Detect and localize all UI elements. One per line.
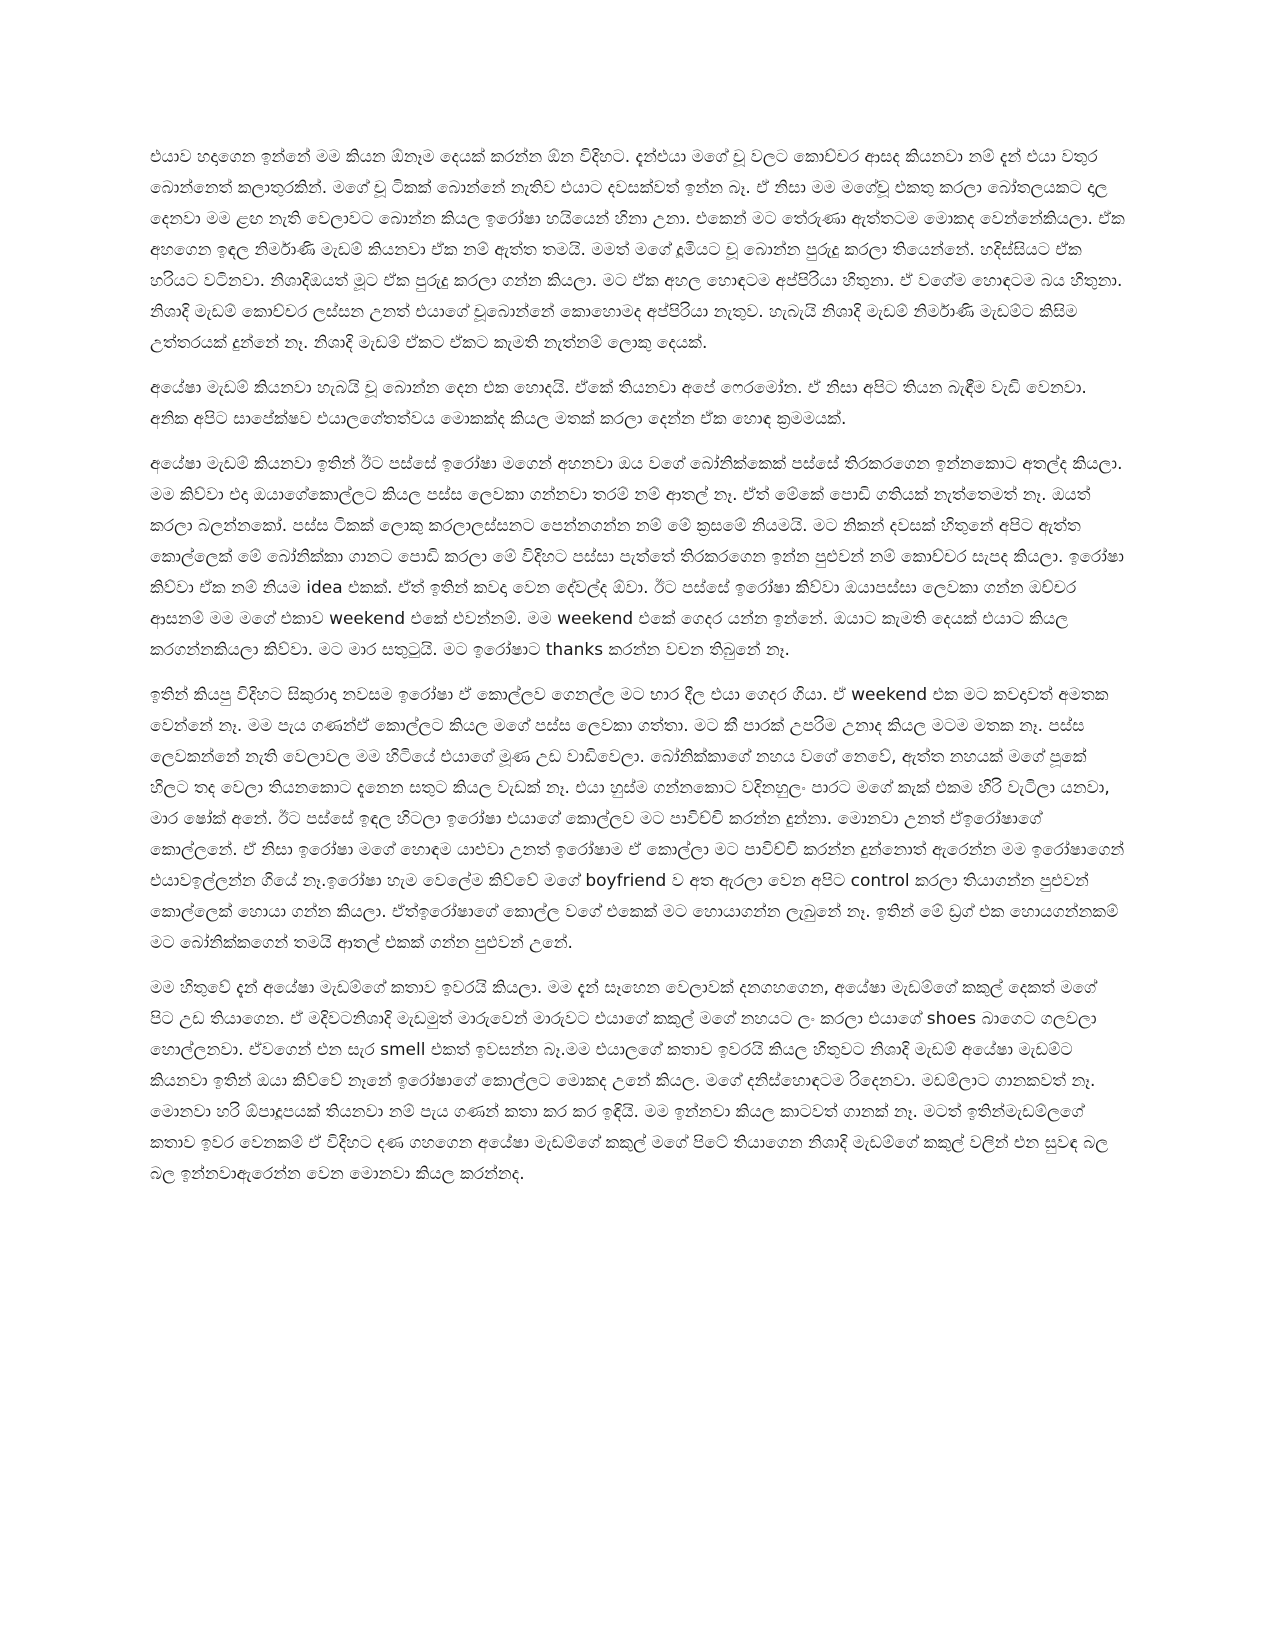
paragraph-2: අයේෂා මැඩම් කියනවා හැබයි චූ බොන්න දෙන එක හොදයි. ඒකේ තියනවා අපේ ෆෙරමෝන. ඒ නිසා අපිට තියන බැඳීම වැඩි වෙනවා. අනික අපිට සාපේක්ෂව එයාලගේතත්වය මොකක්ද කියල මතක් කරලා දෙන්න ඒක හොඳ ක්‍රමමයක්. xyxy=(150,378,1087,429)
paragraph-1: එයාව හදාගෙන ඉන්නේ මම කියන ඕනෑම දෙයක් කරන්න ඕන විදිහට. දැන්එයා මගේ චූ වලට කොච්චර ආසද කියනවා නම් දැන් එයා වතුර බොන්නෙත් කලාතුරකින්. මගේ චූ ටිකක් බොන්නේ නැතිව එයාට දවසක්වත් ඉන්න බෑ. ඒ නිසා මම මගේචූ එකතු කරලා බෝතලයකට දාල දෙනවා මම ළඟ නැති වෙලාවට බොන්න කියල ඉරෝෂා හයියෙන් හිනා උනා. එකෙන් මට තේරුණා ඇත්තටම මොකද වෙන්නේකියලා. ඒක අහගෙන ඉඳල නිර්මාණි මැඩම් කියනවා ඒක නම් ඇත්ත තමයි. මමත් මගේ දූමියට චූ බොන්න පුරුදු කරලා තියෙන්නේ. හදිස්සියට ඒක හරියට වටිනවා. නිශාදිඔයත් මූට ඒක පුරුදු කරලා ගන්න කියලා. මට ඒක අහල හොඳටම අප්පිරියා හිතුනා. ඒ වගේම හොඳටම බය හිතුනා. නිශාදි මැඩම් කොච්චර ලස්සන උනත් එයාගේ චූබොන්නේ කොහොමද අප්පිරියා නැතුව. හැබැයි නිශාදි මැඩම් නිර්මාණි මැඩම්ට කිසිම උත්තරයක් දුන්නේ නෑ. නිශාදි මැඩම් ඒකට ඒකට කැමති නැත්නම් ලොකු දෙයක්. xyxy=(150,147,1125,353)
paragraph-4: ඉතින් කියපු විදිහට සිකුරාදා නවසම ඉරෝෂා ඒ කොල්ලව ගෙනල්ල මට භාර දීල එයා ගෙදර ගියා. ඒ weekend එක මට කවදාවත් අමතක වෙන්නේ නෑ. මම පැය ගණන්ඒ කොල්ලට කියල මගේ පස්ස ලෙවකා ගත්තා. මට කී පාරක් උපරිම උනාද කියල මටම මතක නෑ. පස්ස ලෙවකන්නේ නැති වෙලාවල මම හිටියේ එයාගේ මූණ උඩ වාඩිවෙලා. බෝනික්කාගේ නහය වගේ නෙවේ, ඇත්ත නහයක් මගේ පූකේ හිලට තද වෙලා තියනකොට දැනෙන සතුට කියල වැඩක් නෑ. එයා හුස්ම ගන්නකොට වදිනහුලං පාරට මගේ කැක් එකම හිරි වැටිලා යනවා, මාර ෂෝක් අනේ. ඊට පස්සේ ඉඳල හිටලා ඉරෝෂා එයාගේ කොල්ලව මට පාවිච්චි කරන්න දුන්නා. මොනවා උනත් ඒඉරෝෂාගේ කොල්ලනේ. ඒ නිසා ඉරෝෂා මගේ හොඳම යාළුවා උනත් ඉරෝෂාම ඒ කොල්ලා මට පාවිච්චි කරන්න දුන්නොත් ඇරෙන්න මම ඉරෝෂාගෙන් එයාවඉල්ලන්න ගියේ නෑ.ඉරෝෂා හැම වෙලේම කිව්වේ මගේ boyfriend ව අත ඇරලා වෙන අපිට control කරලා තියාගන්න පුළුවන් කොල්ලෙක් හොයා ගන්න කියලා. ඒත්ඉරෝෂාගේ කොල්ල වගේ එකෙක් මට හොයාගන්න ලැබුනේ නෑ. ඉතින් මේ ඩ්‍රග් එක හොයගන්නකම් මට බෝනික්කගෙන් තමයි ආතල් එකක් ගන්න පුළුවන් උනේ. xyxy=(150,685,1125,953)
paragraph-5: මම හිතුවේ දැන් අයේෂා මැඩම්ගේ කතාව ඉවරයි කියලා. මම දැන් සෑහෙන වෙලාවක් දනගහගෙන, අයේෂා මැඩම්ගේ කකුල් දෙකත් මගේ පිට උඩ තියාගෙන. ඒ මදිවටනිශාදි මැඩමුත් මාරුවෙන් මාරුවට එයාගේ කකුල් මගේ නහයට ලං කරලා එයාගේ shoes බාගෙට ගලවලා හොල්ලනවා. ඒවගෙන් එන සැර smell එකත් ඉවසන්න බෑ.මම එයාලගේ කතාව ඉවරයි කියල හිතුවට නිශාදි මැඩම් අයේෂා මැඩම්ට කියනවා ඉතින් ඔයා කිව්වේ නෑනේ ඉරෝෂාගේ කොල්ලට මොකද උනේ කියල. මගේ දනිස්හොඳටම රිදෙනවා. මඩම්ලාට ගානකවත් නෑ. මොනවා හරි ඕපාදූපයක් තියනවා නම් පැය ගණන් කතා කර කර ඉඳියි. මම ඉන්නවා කියල කාටවත් ගානක් නෑ. මටත් ඉතින්මැඩම්ලගේ කතාව ඉවර වෙනකම් ඒ විදිහට දණ ගහගෙන අයේෂා මැඩම්ගේ කකුල් මගේ පිටේ තියාගෙන නිශාදි මැඩම්ගේ කකුල් වලින් එන සුවඳ බල බල ඉන්නවාඇරෙන්න වෙන මොනවා කියල කරන්නද. xyxy=(150,978,1109,1184)
document-body xyxy=(150,142,1125,1204)
paragraph-3: අයේෂා මැඩම් කියනවා ඉතින් ඊට පස්සේ ඉරෝෂා මගෙන් අහනවා ඔය වගේ බෝනික්කෙක් පස්සේ තිරකරගෙන ඉන්නකොට අතල්ද කියලා. මම කිව්වා එදා ඔයාගේකොල්ලට කියල පස්ස ලෙවකා ගන්නවා තරම් නම් ආතල් නෑ. ඒත් මේකේ පොඩි ගතියක් නැත්තෙමත් නෑ. ඔයත් කරලා බලන්නකෝ. පස්ස ටිකක් ලොකු කරලාලස්සනට පෙන්නගන්න නම් මේ ක්‍රසමේ නියමයි. මට නිකන් දවසක් හිතුනේ අපිට ඇත්ත කොල්ලෙක් මේ බෝනික්කා ගානට පොඩි කරලා මේ විදිහට පස්සා පැත්තේ තිරකරගෙන ඉන්න පුළුවන් නම් කොච්චර සැපද කියලා. ඉරෝෂා කිව්වා ඒක නම් නියම idea එකක්. ඒත් ඉතින් කවදා වෙන දේවල්ද ඕවා. ඊට පස්සේ ඉරෝෂා කිව්වා ඔයාපස්සා ලෙවකා ගන්න ඔච්චර ආසනම් මම මගේ එකාව weekend එකේ එවන්නම්. මම weekend එකේ ගෙදර යන්න ඉන්නේ. ඔයාට කැමති දෙයක් එයාට කියල කරගන්නකියලා කිව්වා. මට මාර සතුටුයි. මට ඉරෝෂාට thanks කරන්න වචන තිබුනේ නෑ. xyxy=(150,454,1125,660)
